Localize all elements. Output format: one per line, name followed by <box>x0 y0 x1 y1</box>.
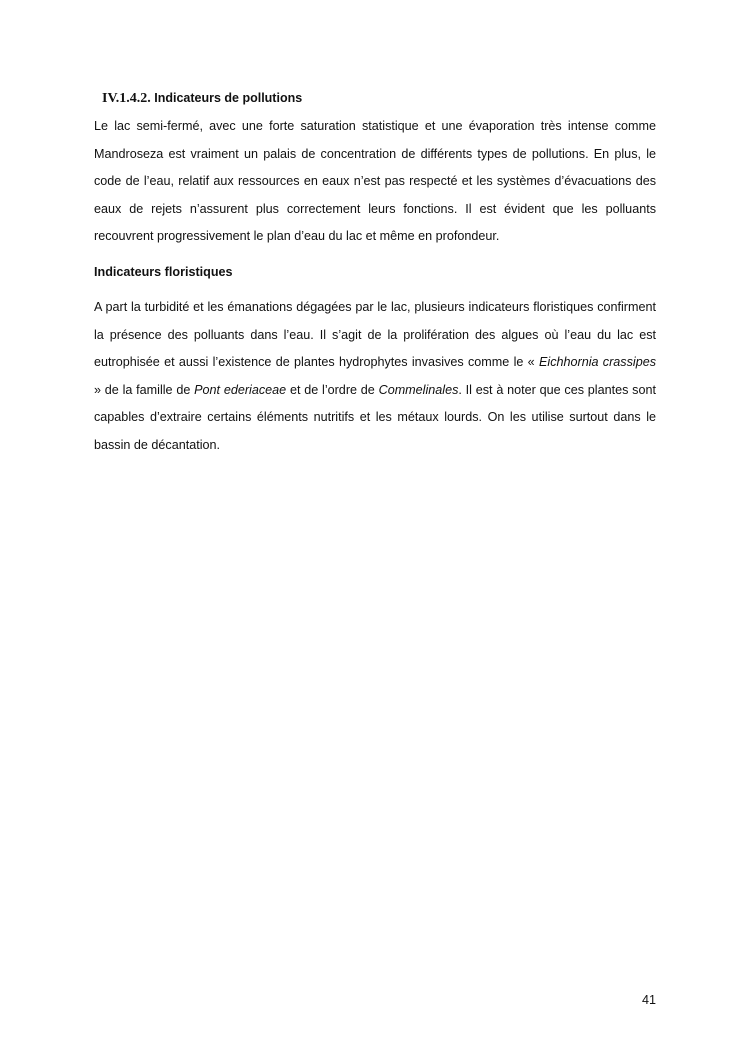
family-name: Pont ederiaceae <box>194 382 287 397</box>
section-heading <box>102 88 656 109</box>
page-number: 41 <box>641 993 656 1007</box>
species-name: Eichhornia crassipes <box>539 355 657 369</box>
paragraph2-text-3: et de l’ordre de <box>286 382 379 397</box>
page-content <box>94 88 656 459</box>
section-number: IV.1.4.2 <box>102 91 148 106</box>
paragraph-floristic-indicators <box>94 294 656 459</box>
section-number-separator: . <box>147 91 151 106</box>
paragraph-pollution-indicators: Le lac semi-fermé, avec une forte saturation statistique et une évaporation très intense comme Mandroseza est vraiment un palais de concentration de différents types de pollutions. En plus, le code de l’eau, relatif aux ressources en eaux n’est pas respecté et les systèmes d’évacuations des eaux de rejets n’assurent plus correctement leurs fonctions. Il est évident que les polluants recouvrent progressivement le plan d’eau du lac et même en profondeur. <box>94 119 656 243</box>
section-title: Indicateurs de pollutions <box>150 91 303 105</box>
paragraph2-text-1: A part la turbidité et les émanations dégagées par le lac, plusieurs indicateurs floristiques confirment la présence des polluants dans l’eau. Il s’agit de la prolifération des algues où l’eau du lac est eutrophisée et aussi l’existence de plantes hydrophytes invasives comme le « <box>94 300 656 369</box>
subheading-floristic-indicators: Indicateurs floristiques <box>94 264 233 279</box>
paragraph2-text-4: . Il est à noter que ces plantes sont capables d’extraire certains éléments nutritifs et les métaux lourds. On les utilise surtout dans le bassin de décantation. <box>94 382 656 452</box>
paragraph2-text-2: » de la famille de <box>94 382 195 397</box>
order-name: Commelinales <box>378 382 459 397</box>
